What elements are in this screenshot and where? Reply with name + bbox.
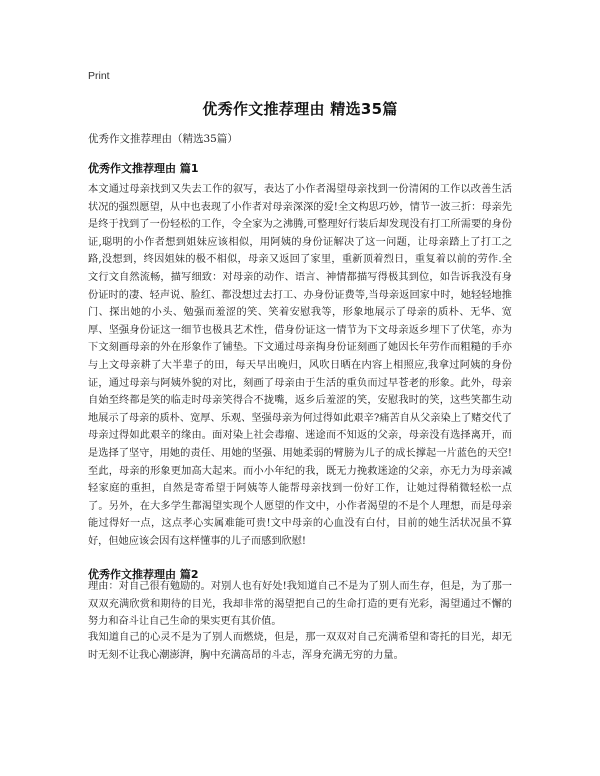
document-title: 优秀作文推荐理由 精选35篇 — [202, 100, 398, 118]
print-label[interactable]: Print — [88, 70, 110, 82]
section-2-paragraph-2: 我知道自己的心灵不是为了别人而燃烧，但是，那一双双对自己充满希望和寄托的目光，却无时无刻不让我心潮澎湃，胸中充满高昂的斗志，浑身充满无穷的力量。 — [88, 632, 512, 661]
section-1-paragraph-1: 本文通过母亲找到又失去工作的叙写，表达了小作者渴望母亲找到一份清闲的工作以改善生活状况的强烈愿望，从中也表现了小作者对母亲深深的爱!全文构思巧妙，情节一波三折：母亲先是终于找到了一份轻松的工作，令全家为之沸腾,可整理好行装后却发现没有打工所需要的身份证,聪明的小作者想到姐妹应该相似，用阿姨的身份证解决了这一问题，让母亲踏上了打工之路,没想到，终因姐妹的极不相似，母亲又返回了家里，重新顶着烈日，重复着以前的劳作.全文行文自然流畅，描写细致：对母亲的动作、语言、神情都描写得极其到位，如告诉我没有身份证时的凄、轻声说、脸红、都没想过去打工、办身份证费等,当母亲返回家中时，她轻轻地推门、探出她的小头、勉强而羞涩的笑、笑着安慰我等，形象地展示了母亲的质朴、无华、宽厚、坚强身份证这一细节也极具艺术性，借身份证这一情节为下文母亲返乡埋下了伏笔，亦为下文刻画母亲的外在形象作了铺垫。下文通过母亲掏身份证刻画了她因长年劳作而粗糙的手亦与上文母亲耕了大半辈子的田，每天早出晚归，风吹日晒在内容上相照应,我拿过阿姨的身份证，通过母亲与阿姨外貌的对比，刻画了母亲由于生活的重负而过早苍老的形象。此外，母亲自始至终都是笑的临走时母亲笑得合不拢嘴，返乡后羞涩的笑，安慰我时的笑，这些笑都生动地展示了母亲的质朴、宽厚、乐观、坚强母亲为何过得如此艰辛?痛苦自从父亲染上了赌交代了母亲过得如此艰辛的缘由。面对染上社会毒瘤、迷途而不知返的父亲，母亲没有选择离开，而是选择了坚守，用她的责任、用她的坚强、用她柔弱的臂膀为儿子的成长撑起一片蓝色的天空!至此，母亲的形象更加高大起来。而小小年纪的我，既无力挽救迷途的父亲，亦无力为母亲减轻家庭的重担，自然是寄希望于阿姨等人能帮母亲找到一份好工作，让她过得稍微轻松一点了。另外，在大多学生都渴望实现个人愿望的作文中，小作者渴望的不是个人理想，而是母亲能过得好一点，这点孝心实属难能可贵!文中母亲的心血没有白付，目前的她生活状况虽不算好，但她应该会因有这样懂事的儿子而感到欣慰! — [88, 184, 512, 547]
section-heading-2: 优秀作文推荐理由 篇2 — [88, 568, 199, 581]
section-heading-1: 优秀作文推荐理由 篇1 — [88, 162, 199, 175]
section-2-paragraph-1: 理由：对自己很有勉励的。对别人也有好处!我知道自己不是为了别人而生存，但是，为了那一双双充满欣赏和期待的目光，我却非常的渴望把自己的生命打造的更有光彩，渴望通过不懈的努力和奋斗让自己生命的果实更有其价值。 — [88, 581, 512, 628]
document-subtitle: 优秀作文推荐理由（精选35篇） — [88, 133, 238, 145]
